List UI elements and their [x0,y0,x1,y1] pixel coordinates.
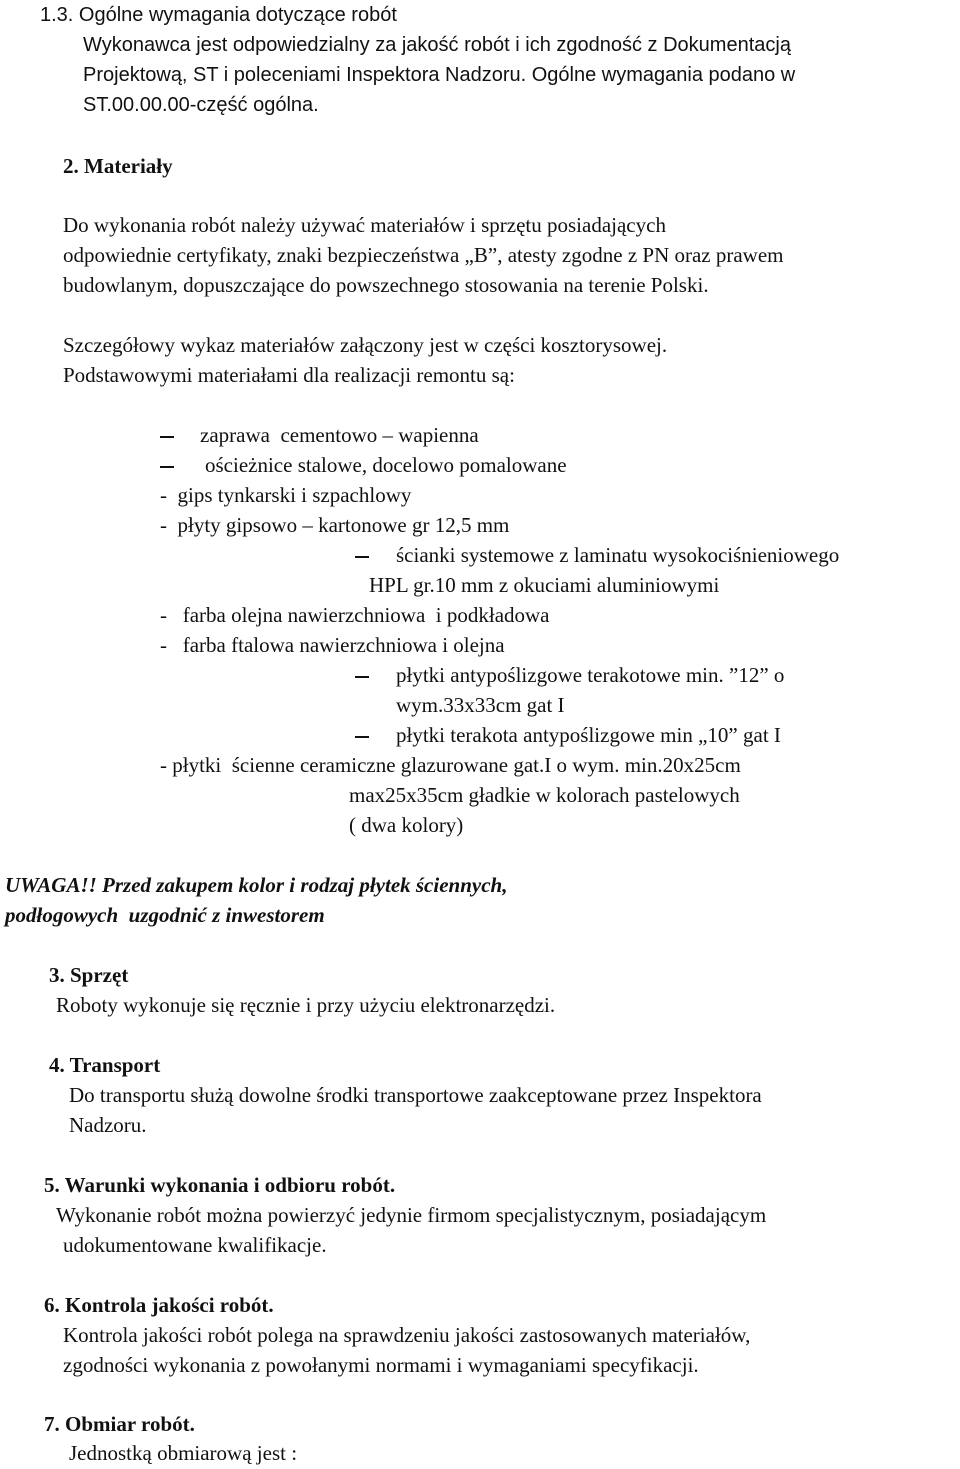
materials-paragraph-line: odpowiednie certyfikaty, znaki bezpieczeństwa „B”, atesty zgodne z PN oraz prawem [63,243,784,267]
list-dash [355,736,369,738]
list-dash [355,556,369,558]
material-item: - gips tynkarski i szpachlowy [160,483,412,507]
materials-paragraph-line: Do wykonania robót należy używać materiałów i sprzętu posiadających [63,213,666,237]
list-dash [160,436,174,438]
material-item: - płyty gipsowo – kartonowe gr 12,5 mm [160,513,510,537]
material-item: płytki antypoślizgowe terakotowe min. ”12” o [396,663,785,687]
section-6-line: Kontrola jakości robót polega na sprawdzeniu jakości zastosowanych materiałów, [63,1323,751,1347]
section-3-heading: 3. Sprzęt [49,963,129,987]
material-item: zaprawa cementowo – wapienna [200,423,479,447]
section-6-heading: 6. Kontrola jakości robót. [44,1293,274,1317]
materials-basic-text: Podstawowymi materiałami dla realizacji remontu są: [63,363,515,387]
material-item: płytki terakota antypoślizgowe min „10” gat I [396,723,781,747]
section-1-3-line: Wykonawca jest odpowiedzialny za jakość robót i ich zgodność z Dokumentacją [83,34,791,56]
warning-note-line: UWAGA!! Przed zakupem kolor i rodzaj płytek ściennych, [5,873,508,897]
section-4-heading: 4. Transport [49,1053,161,1077]
section-4-line: Do transportu służą dowolne środki transportowe zaakceptowane przez Inspektora [69,1083,762,1107]
section-5-line: udokumentowane kwalifikacje. [63,1233,327,1257]
materials-detail-text: Szczegółowy wykaz materiałów załączony jest w części kosztorysowej. [63,333,668,357]
list-dash [355,676,369,678]
section-1-3-heading: 1.3. Ogólne wymagania dotyczące robót [40,4,397,26]
material-item: ścianki systemowe z laminatu wysokociśnieniowego [396,543,840,567]
materials-paragraph-line: budowlanym, dopuszczające do powszechnego stosowania na terenie Polski. [63,273,709,297]
material-item-continued: wym.33x33cm gat I [396,693,565,717]
material-item: - farba olejna nawierzchniowa i podkładowa [160,603,550,627]
material-item: - farba ftalowa nawierzchniowa i olejna [160,633,505,657]
material-item-continued: HPL gr.10 mm z okuciami aluminiowymi [369,573,720,597]
section-1-3-line: Projektową, ST i poleceniami Inspektora Nadzoru. Ogólne wymagania podano w [83,64,796,86]
section-4-line: Nadzoru. [69,1113,147,1137]
section-3-text: Roboty wykonuje się ręcznie i przy użyciu elektronarzędzi. [56,993,556,1017]
section-5-line: Wykonanie robót można powierzyć jedynie firmom specjalistycznym, posiadającym [56,1203,767,1227]
material-item-continued: max25x35cm gładkie w kolorach pastelowych [349,783,740,807]
material-item: - płytki ścienne ceramiczne glazurowane gat.I o wym. min.20x25cm [160,753,741,777]
section-6-line: zgodności wykonania z powołanymi normami i wymaganiami specyfikacji. [63,1353,699,1377]
section-1-3-line: ST.00.00.00-część ogólna. [83,94,319,116]
warning-note-line: podłogowych uzgodnić z inwestorem [5,903,325,927]
material-item-continued: ( dwa kolory) [349,813,464,837]
section-5-heading: 5. Warunki wykonania i odbioru robót. [44,1173,396,1197]
section-7-heading: 7. Obmiar robót. [44,1412,195,1436]
list-dash [160,466,174,468]
section-2-heading: 2. Materiały [63,154,173,178]
material-item: ościeżnice stalowe, docelowo pomalowane [205,453,567,477]
section-7-text: Jednostką obmiarową jest : [69,1441,298,1465]
